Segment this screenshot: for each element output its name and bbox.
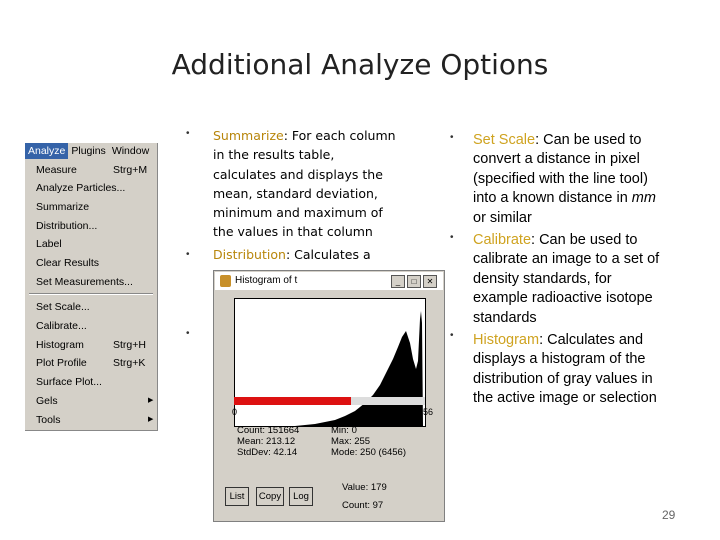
distribution-term: Distribution bbox=[213, 247, 286, 262]
selected-range-bar bbox=[234, 397, 351, 405]
cursor-value: Value: 179 bbox=[342, 482, 387, 493]
menu-item-surface-plot[interactable]: Surface Plot... bbox=[36, 376, 102, 388]
summarize-term: Summarize bbox=[213, 128, 284, 143]
cursor-count: Count: 97 bbox=[342, 500, 384, 511]
menu-item-histogram[interactable] bbox=[36, 338, 154, 352]
axis-min-label: 0 bbox=[232, 407, 238, 417]
menu-analyze[interactable]: Analyze bbox=[25, 143, 68, 159]
axis-max-label: 256 bbox=[418, 407, 434, 417]
unit-mm: mm bbox=[631, 190, 656, 207]
menu-item-calibrate[interactable]: Calibrate... bbox=[36, 320, 87, 332]
menu-item-label: Histogram bbox=[36, 339, 84, 351]
log-button[interactable]: Log bbox=[289, 487, 313, 506]
summarize-description bbox=[213, 126, 398, 242]
submenu-arrow-icon: ▶ bbox=[148, 397, 154, 404]
list-button[interactable]: List bbox=[225, 487, 249, 506]
menu-item-tools[interactable] bbox=[36, 413, 154, 427]
stat-min: Min: 0 bbox=[331, 425, 357, 436]
bullet-icon: • bbox=[186, 128, 190, 139]
menu-item-distribution[interactable]: Distribution... bbox=[36, 220, 98, 232]
menu-item-analyze-particles[interactable]: Analyze Particles... bbox=[36, 182, 126, 194]
menu-item-label: Measure bbox=[36, 164, 77, 176]
submenu-arrow-icon: ▶ bbox=[148, 416, 154, 423]
stat-mode: Mode: 250 (6456) bbox=[331, 447, 406, 458]
histogram-text: : Calculates and displays a histogram of the distribution of gray values in the active image or selection bbox=[473, 332, 657, 407]
page-number: 29 bbox=[662, 508, 676, 522]
calibrate-text: : Can be used to calibrate an image to a set of density standards, for example radioactive isotope standards bbox=[473, 232, 660, 326]
set-scale-text-end: or similar bbox=[473, 209, 532, 226]
menu-plugins[interactable]: Plugins bbox=[71, 145, 106, 157]
set-scale-description bbox=[473, 131, 668, 228]
stat-count: Count: 151664 bbox=[237, 425, 300, 436]
menu-item-summarize[interactable]: Summarize bbox=[36, 201, 90, 213]
bullet-icon: • bbox=[186, 249, 190, 260]
bullet-icon: • bbox=[450, 330, 454, 341]
stat-mean: Mean: 213.12 bbox=[237, 436, 296, 447]
menu-item-label: Gels bbox=[36, 395, 58, 407]
menu-item-label[interactable]: Label bbox=[36, 238, 62, 250]
analyze-menu bbox=[25, 143, 158, 431]
menu-item-plot-profile[interactable] bbox=[36, 356, 154, 370]
copy-button[interactable]: Copy bbox=[256, 487, 284, 506]
histogram-plot bbox=[234, 298, 426, 427]
bullet-icon: • bbox=[450, 132, 454, 143]
maximize-button[interactable]: □ bbox=[407, 275, 421, 288]
distribution-description bbox=[213, 245, 398, 270]
menu-item-shortcut: Strg+H bbox=[113, 339, 146, 351]
menu-separator bbox=[29, 293, 153, 295]
histogram-distribution bbox=[235, 311, 423, 426]
histogram-title-bar bbox=[215, 272, 443, 290]
menu-item-set-scale[interactable]: Set Scale... bbox=[36, 301, 90, 313]
menu-item-measure[interactable] bbox=[36, 163, 154, 177]
calibrate-description bbox=[473, 231, 668, 328]
histogram-window-title: Histogram of t bbox=[235, 275, 298, 286]
menu-item-set-measurements[interactable]: Set Measurements... bbox=[36, 276, 133, 288]
menu-window[interactable]: Window bbox=[111, 145, 150, 157]
stat-stddev: StdDev: 42.14 bbox=[237, 447, 298, 458]
calibrate-term: Calibrate bbox=[473, 232, 532, 248]
histogram-description bbox=[473, 331, 668, 409]
histogram-term: Histogram bbox=[473, 332, 540, 348]
slide-title: Additional Analyze Options bbox=[171, 48, 549, 81]
menu-bar bbox=[25, 143, 157, 159]
summarize-text: : For each column in the results table, calculates and displays the mean, standard deviation, minimum and maximum of the values in that column bbox=[213, 128, 396, 240]
menu-item-gels[interactable] bbox=[36, 394, 154, 408]
menu-item-clear-results[interactable]: Clear Results bbox=[36, 257, 100, 269]
histogram-graph bbox=[235, 299, 425, 426]
minimize-button[interactable]: _ bbox=[391, 275, 405, 288]
set-scale-term: Set Scale bbox=[473, 132, 536, 148]
menu-item-shortcut: Strg+K bbox=[113, 357, 146, 369]
close-button[interactable]: ✕ bbox=[423, 275, 437, 288]
histogram-window bbox=[213, 270, 445, 522]
menu-item-label: Plot Profile bbox=[36, 357, 87, 369]
stat-max: Max: 255 bbox=[331, 436, 371, 447]
menu-item-shortcut: Strg+M bbox=[113, 164, 148, 176]
bullet-icon: • bbox=[450, 232, 454, 243]
distribution-text: : Calculates a bbox=[285, 247, 371, 262]
bullet-icon: • bbox=[186, 328, 190, 339]
set-scale-text: : Can be used to convert a distance in pixel (specified with the line tool) into a known distance in bbox=[473, 132, 648, 207]
gray-scale-bar bbox=[234, 397, 425, 405]
menu-item-label: Tools bbox=[36, 414, 61, 426]
coffee-cup-icon bbox=[220, 275, 231, 287]
